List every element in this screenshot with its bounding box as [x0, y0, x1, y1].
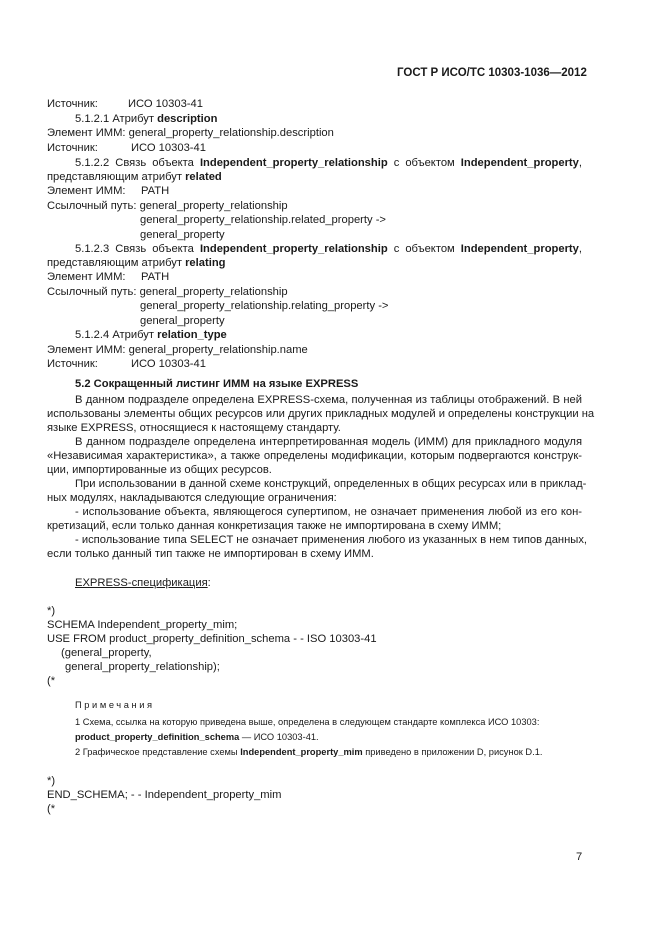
note-text: приведено в приложении D, рисунок D.1. [362, 747, 543, 757]
attribute-name: relating [185, 257, 226, 269]
mim-value: PATH [141, 271, 170, 283]
list-item-line: - использование объекта, являющегося супертипом, не означает применения любой из его кон- [75, 506, 582, 518]
clause-continuation [47, 256, 226, 270]
paragraph-line: При использовании в данной схеме конструкций, определенных в общих ресурсах или в приклад- [75, 478, 587, 490]
entity-name: Independent_property_relationship [199, 243, 388, 255]
schema-name: Independent_property_mim [240, 747, 363, 757]
source-value: ИСО 10303-41 [131, 358, 206, 370]
list-item-line: если только данный тип также не импортирован в схему ИММ. [47, 548, 374, 560]
clause-5-1-2-1 [75, 112, 217, 126]
code-line: general_property_relationship); [65, 661, 220, 673]
attribute-name: relation_type [157, 329, 227, 341]
attribute-name: description [157, 113, 218, 125]
clause-5-1-2-3 [75, 242, 582, 256]
source-label: Источник: [47, 98, 98, 110]
code-line: END_SCHEMA; - - Independent_property_mim [47, 789, 282, 801]
code-line: (general_property, [61, 647, 152, 659]
paragraph-line: ных модулях, накладываются следующие ограничения: [47, 492, 337, 504]
reference-path-line: general_property_relationship.related_property -> [140, 214, 386, 226]
source-line [47, 97, 203, 111]
clause-text: представляющим атрибут [47, 257, 186, 269]
schema-name: product_property_definition_schema [75, 732, 240, 742]
paragraph-line: ции, импортированные из общих ресурсов. [47, 464, 272, 476]
source-line [47, 141, 206, 155]
mim-element-line [47, 184, 170, 198]
mim-element-line: Элемент ИММ: general_property_relationship.name [47, 344, 308, 356]
clause-text: 5.1.2.4 Атрибут [75, 329, 158, 341]
page-number: 7 [576, 851, 583, 863]
clause-continuation [47, 170, 222, 184]
clause-text: 5.1.2.2 Связь объекта [75, 157, 200, 169]
list-item-line: - использование типа SELECT не означает применения любого из указанных в нем типов данных, [75, 534, 588, 546]
clause-5-1-2-4 [75, 328, 227, 342]
code-line: *) [47, 775, 56, 787]
entity-name: Independent_property [460, 157, 579, 169]
note-1-line: 1 Схема, ссылка на которую приведена выше, определена в следующем стандарте комплекса ИСО 10303: [75, 717, 540, 727]
express-spec-label [75, 576, 211, 590]
clause-text: 5.1.2.1 Атрибут [75, 113, 158, 125]
attribute-name: related [185, 171, 222, 183]
code-line: SCHEMA Independent_property_mim; [47, 619, 238, 631]
punctuation: : [207, 577, 211, 589]
punctuation: , [578, 243, 582, 255]
note-text: 2 Графическое представление схемы [75, 747, 241, 757]
express-spec-text: EXPRESS-спецификация [75, 577, 208, 589]
mim-label: Элемент ИММ: [47, 271, 126, 283]
reference-path-line: Ссылочный путь: general_property_relationship [47, 286, 288, 298]
code-line: (* [47, 675, 56, 687]
section-heading-5-2: 5.2 Сокращенный листинг ИММ на языке EXPRESS [75, 378, 359, 390]
mim-value: PATH [141, 185, 170, 197]
entity-name: Independent_property [460, 243, 579, 255]
paragraph-line: В данном подразделе определена интерпретированная модель (ИММ) для прикладного модуля [75, 436, 582, 448]
code-line: *) [47, 605, 56, 617]
note-2-line [75, 746, 542, 758]
mim-element-line [47, 270, 170, 284]
mim-element-line: Элемент ИММ: general_property_relationship.description [47, 127, 334, 139]
reference-path-line: general_property [140, 229, 225, 241]
notes-title: Примечания [75, 700, 155, 710]
code-line: USE FROM product_property_definition_schema - - ISO 10303-41 [47, 633, 377, 645]
mim-label: Элемент ИММ: [47, 185, 126, 197]
reference-path-line: general_property_relationship.relating_property -> [140, 300, 389, 312]
clause-5-1-2-2 [75, 156, 582, 170]
reference-path-line: Ссылочный путь: general_property_relationship [47, 200, 288, 212]
source-label: Источник: [47, 358, 98, 370]
code-line: (* [47, 803, 56, 815]
list-item-line: кретизаций, если только данная конкретизация также не импортирована в схему ИММ; [47, 520, 502, 532]
document-header: ГОСТ Р ИСО/ТС 10303-1036—2012 [397, 67, 587, 79]
clause-text: с объектом [387, 157, 461, 169]
punctuation: , [578, 157, 582, 169]
paragraph-line: использованы элементы общих ресурсов или других прикладных модулей и определены конструкции на [47, 408, 595, 420]
source-value: ИСО 10303-41 [128, 98, 203, 110]
paragraph-line: «Независимая характеристика», а также определены модификации, которым подвергаются конструк- [47, 450, 582, 462]
reference-path-line: general_property [140, 315, 225, 327]
source-value: ИСО 10303-41 [131, 142, 206, 154]
clause-text: 5.1.2.3 Связь объекта [75, 243, 200, 255]
note-text: — ИСО 10303-41. [239, 732, 319, 742]
paragraph-line: языке EXPRESS, относящиеся к настоящему стандарту. [47, 422, 341, 434]
paragraph-line: В данном подразделе определена EXPRESS-схема, полученная из таблицы отображений. В ней [75, 394, 582, 406]
entity-name: Independent_property_relationship [199, 157, 388, 169]
clause-text: представляющим атрибут [47, 171, 186, 183]
note-1-line [75, 731, 319, 743]
clause-text: с объектом [387, 243, 461, 255]
source-label: Источник: [47, 142, 98, 154]
source-line [47, 357, 206, 371]
